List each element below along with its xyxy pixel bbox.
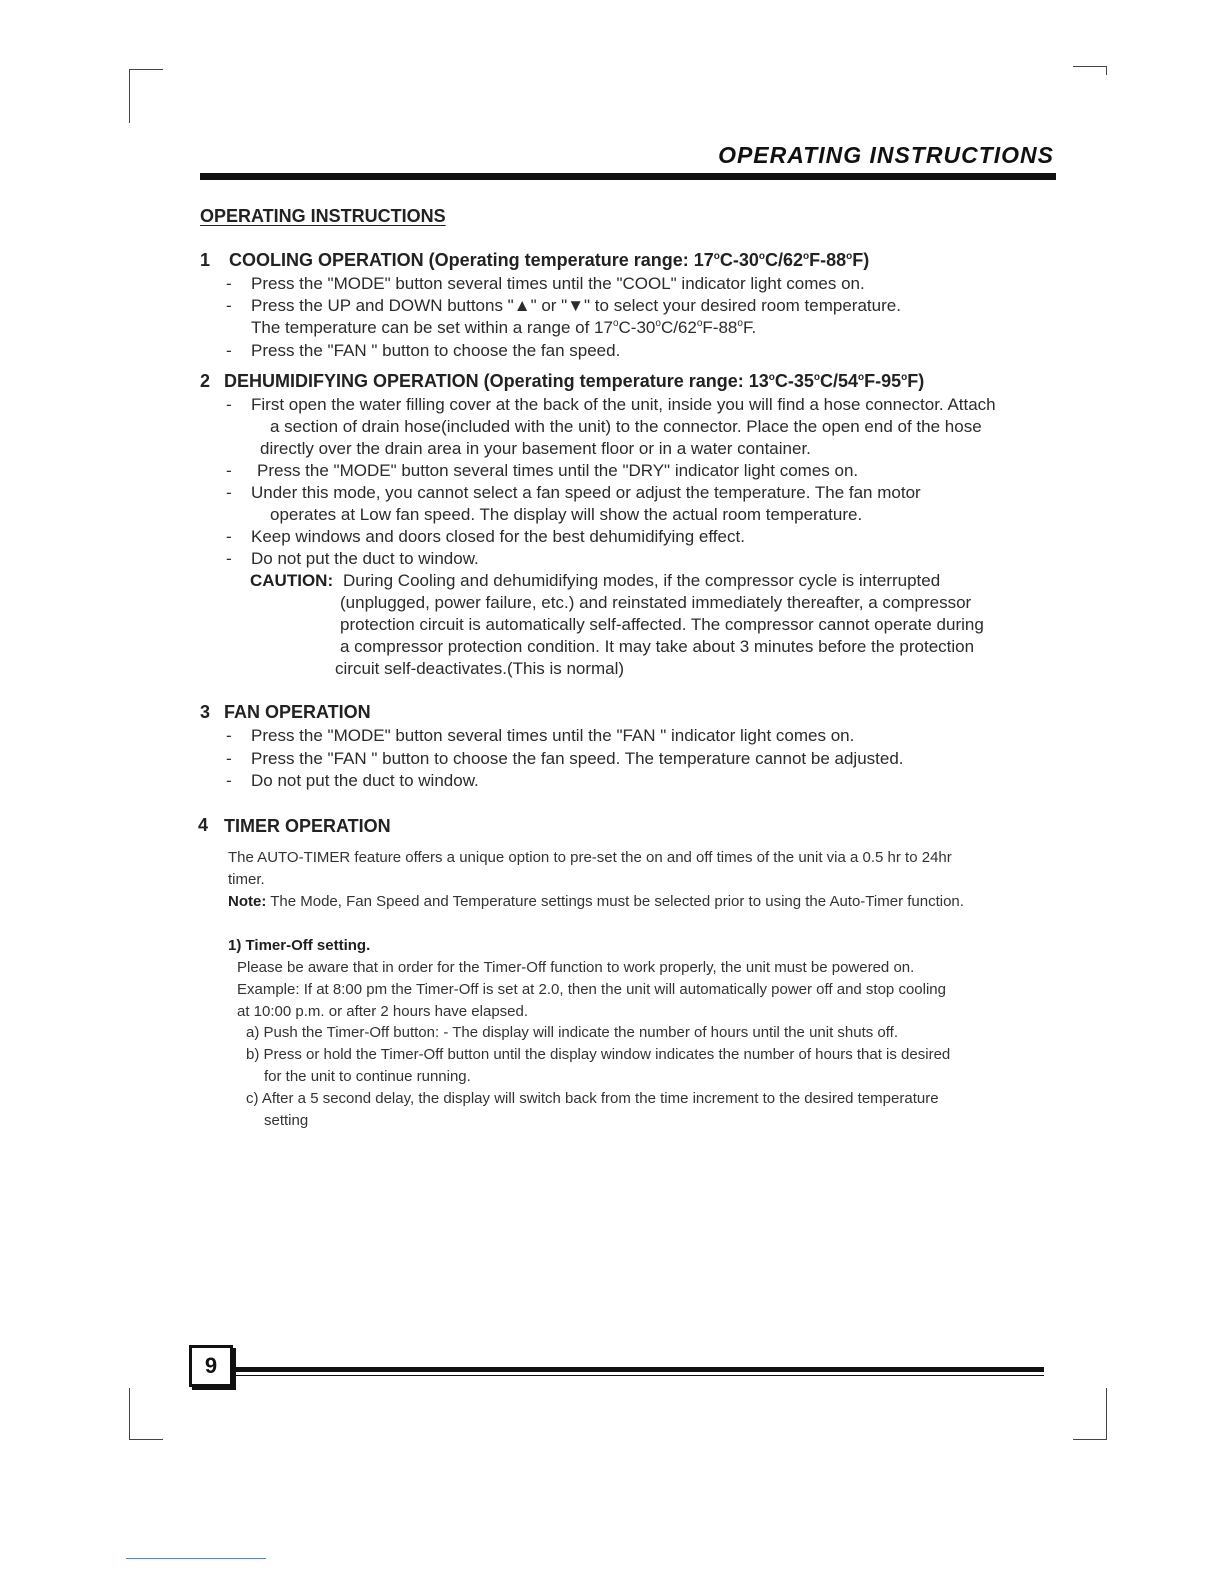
caution-line-4: a compressor protection condition. It may take about 3 minutes before the protection <box>340 637 975 656</box>
caution-line-2: (unplugged, power failure, etc.) and reinstated immediately thereafter, a compressor <box>340 593 972 612</box>
footer-rule <box>236 1367 1044 1372</box>
timer-off-line-2: Example: If at 8:00 pm the Timer-Off is set at 2.0, then the unit will automatically power off and stop cooling <box>237 981 946 998</box>
note-label: Note: <box>228 893 267 910</box>
dehumid-bullet-1-line-2: a section of drain hose(included with the unit) to the connector. Place the open end of the hose <box>270 417 982 436</box>
cooling-bullet-1: Press the "MODE" button several times until the "COOL" indicator light comes on. <box>251 274 865 293</box>
caution-label: CAUTION: <box>250 571 334 590</box>
dehumid-bullet-5: Do not put the duct to window. <box>251 549 479 568</box>
timer-off-line-3: at 10:00 p.m. or after 2 hours have elapsed. <box>237 1003 529 1020</box>
bullet-dash: - <box>226 296 232 315</box>
timer-intro-line-1: The AUTO-TIMER feature offers a unique option to pre-set the on and off times of the unit via a 0.5 hr to 24hr <box>228 849 952 866</box>
timer-step-c-line-1: c) After a 5 second delay, the display will switch back from the time increment to the desired temperature <box>246 1090 939 1107</box>
dehumid-bullet-2: Press the "MODE" button several times until the "DRY" indicator light comes on. <box>257 461 859 480</box>
bullet-dash: - <box>226 549 232 568</box>
crop-mark-top-right-v <box>1106 66 1107 75</box>
bullet-dash: - <box>226 527 232 546</box>
down-arrow-icon: ▼ <box>567 296 585 315</box>
bullet-dash: - <box>226 461 232 480</box>
dehumid-bullet-1-line-3: directly over the drain area in your basement floor or in a water container. <box>260 439 811 458</box>
caution-line-3: protection circuit is automatically self-affected. The compressor cannot operate during <box>340 615 984 634</box>
section-3-number: 3 <box>200 702 211 722</box>
header-rule <box>200 173 1056 180</box>
section-2-title: DEHUMIDIFYING OPERATION (Operating temperature range: 13$^o$C-35$^o$C/54$^o$F-95$^o$F) <box>224 371 925 391</box>
timer-step-b-line-1: b) Press or hold the Timer-Off button until the display window indicates the number of hours that is desired <box>246 1046 951 1063</box>
bullet-dash: - <box>226 483 232 502</box>
bullet-dash: - <box>226 726 232 745</box>
section-1-title: COOLING OPERATION (Operating temperature range: 17$^o$C-30$^o$C/62$^o$F-88$^o$F) <box>229 250 870 270</box>
timer-note: Note: The Mode, Fan Speed and Temperature settings must be selected prior to using the Auto-Timer function. <box>228 893 964 910</box>
section-2-number: 2 <box>200 371 211 391</box>
cooling-bullet-2: Press the UP and DOWN buttons "▲" or "▼" to select your desired room temperature. <box>251 296 901 315</box>
bullet-dash: - <box>226 274 232 293</box>
bullet-dash: - <box>226 749 232 768</box>
doc-title: OPERATING INSTRUCTIONS <box>200 206 446 226</box>
crop-mark-top-right-h <box>1073 66 1107 67</box>
page-number: 9 <box>189 1345 233 1387</box>
section-3-title: FAN OPERATION <box>224 702 371 722</box>
caution-line-1: During Cooling and dehumidifying modes, if the compressor cycle is interrupted <box>343 571 941 590</box>
bullet-dash: - <box>226 771 232 790</box>
cooling-bullet-3: Press the "FAN " button to choose the fan speed. <box>251 341 621 360</box>
crop-mark-bottom-right-v <box>1106 1388 1107 1440</box>
crop-mark-bottom-left-h <box>129 1439 163 1440</box>
timer-step-b-line-2: for the unit to continue running. <box>264 1068 471 1085</box>
footer-rule-thin <box>236 1375 1044 1376</box>
crop-mark-top-left-v <box>129 69 130 123</box>
fan-bullet-1: Press the "MODE" button several times until the "FAN " indicator light comes on. <box>251 726 855 745</box>
dehumid-bullet-3-line-1: Under this mode, you cannot select a fan speed or adjust the temperature. The fan motor <box>251 483 921 502</box>
section-4-number: 4 <box>198 815 209 835</box>
dehumid-bullet-4: Keep windows and doors closed for the best dehumidifying effect. <box>251 527 745 546</box>
dehumid-bullet-3-line-2: operates at Low fan speed. The display will show the actual room temperature. <box>270 505 863 524</box>
timer-off-title: 1) Timer-Off setting. <box>228 937 371 954</box>
crop-mark-bottom-right-h <box>1073 1439 1107 1440</box>
header-title: OPERATING INSTRUCTIONS <box>718 142 1054 168</box>
caution-line-5: circuit self-deactivates.(This is normal) <box>335 659 625 678</box>
crop-mark-bottom-left-v <box>129 1388 130 1440</box>
crop-mark-top-left-h <box>129 69 163 70</box>
timer-off-line-1: Please be aware that in order for the Timer-Off function to work properly, the unit must be powered on. <box>237 959 915 976</box>
timer-step-a: a) Push the Timer-Off button: - The display will indicate the number of hours until the unit shuts off. <box>246 1024 899 1041</box>
cooling-bullet-2-line-2: The temperature can be set within a range of 17$^o$C-30$^o$C/62$^o$F-88$^o$F. <box>251 318 757 337</box>
bullet-dash: - <box>226 341 232 360</box>
section-1-number: 1 <box>200 250 211 270</box>
dehumid-bullet-1-line-1: First open the water filling cover at the back of the unit, inside you will find a hose connector. Attach <box>251 395 996 414</box>
fan-bullet-3: Do not put the duct to window. <box>251 771 479 790</box>
fan-bullet-2: Press the "FAN " button to choose the fan speed. The temperature cannot be adjusted. <box>251 749 904 768</box>
blue-underline-artifact <box>126 1558 266 1559</box>
timer-step-c-line-2: setting <box>264 1112 309 1129</box>
section-4-title: TIMER OPERATION <box>224 816 391 836</box>
up-arrow-icon: ▲ <box>513 296 531 315</box>
timer-intro-line-2: timer. <box>228 871 265 888</box>
bullet-dash: - <box>226 395 232 414</box>
